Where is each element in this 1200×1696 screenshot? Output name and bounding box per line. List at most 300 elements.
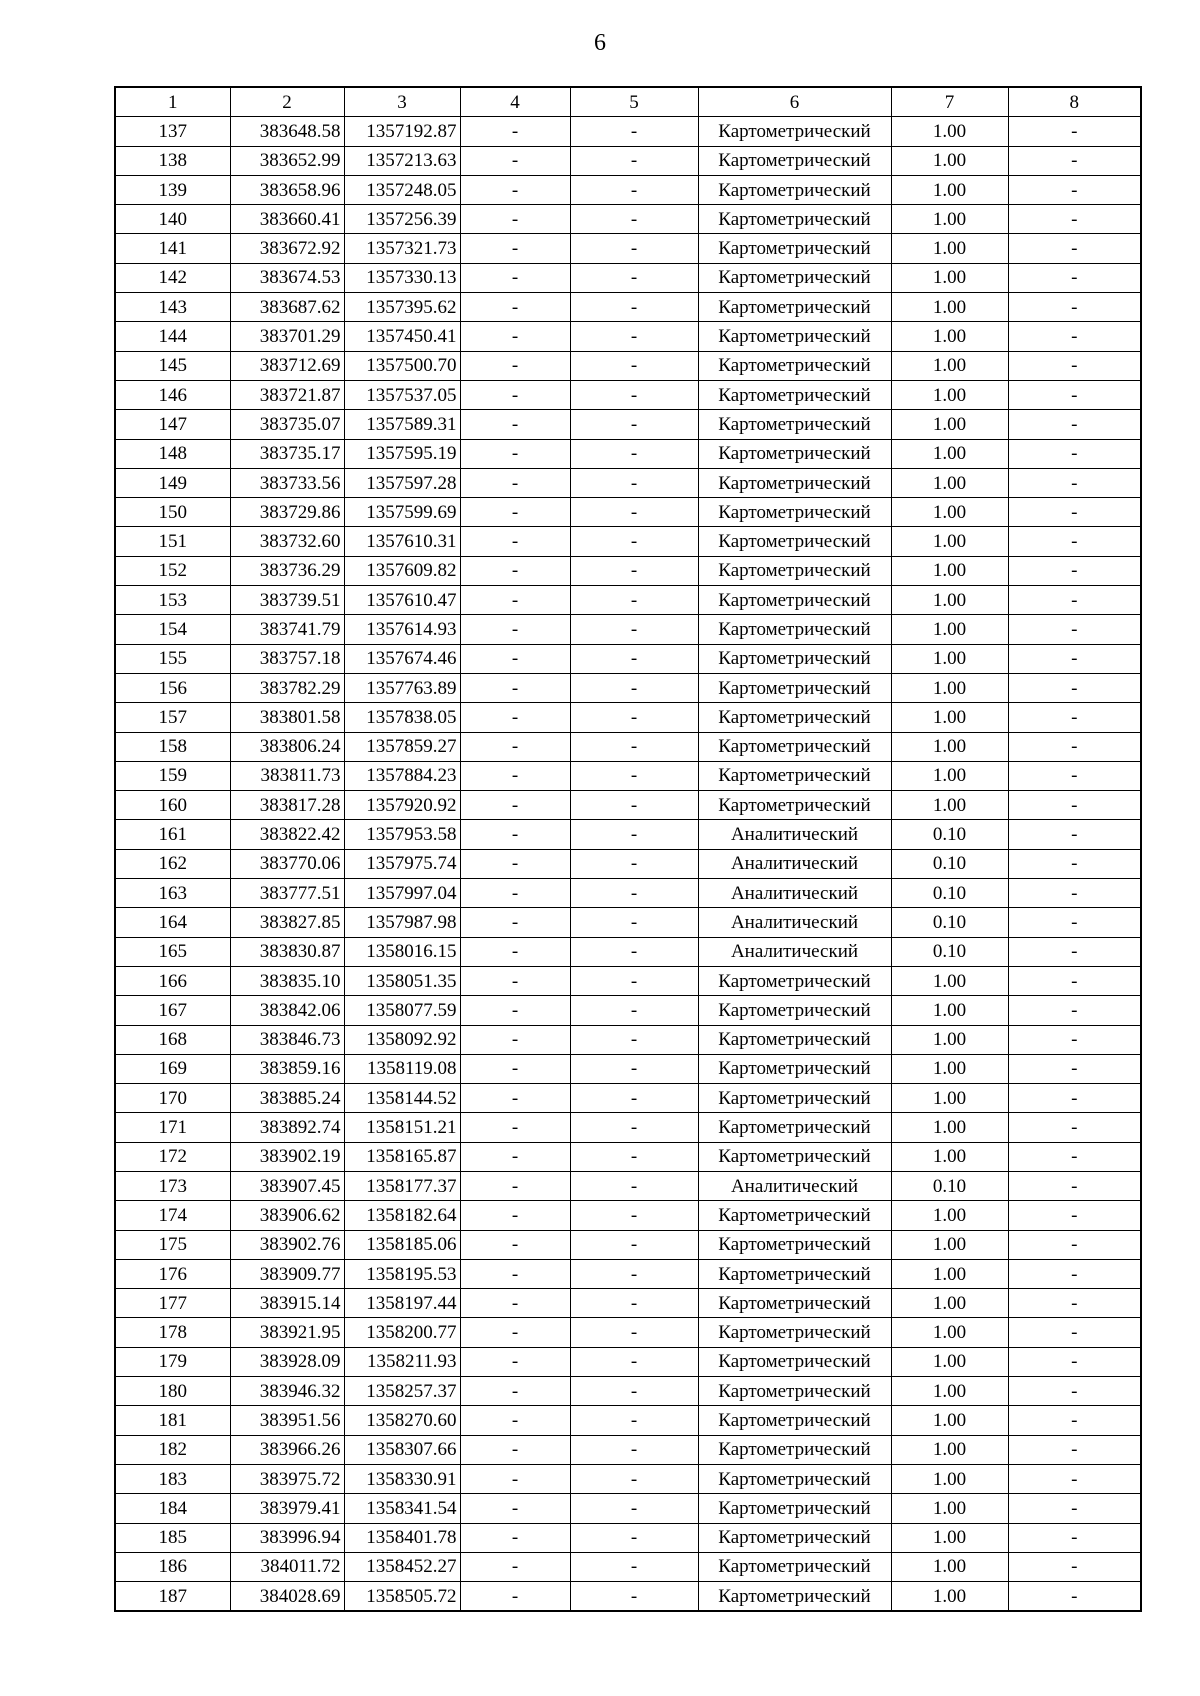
col8-cell: - <box>1008 1084 1141 1113</box>
col5-cell: - <box>570 703 698 732</box>
col8-cell: - <box>1008 1054 1141 1083</box>
col8-cell: - <box>1008 498 1141 527</box>
accuracy-cell: 1.00 <box>891 1494 1008 1523</box>
y-coordinate-cell: 1358401.78 <box>344 1523 460 1552</box>
col8-cell: - <box>1008 380 1141 409</box>
accuracy-cell: 1.00 <box>891 1318 1008 1347</box>
point-number-cell: 172 <box>115 1142 230 1171</box>
x-coordinate-cell: 383777.51 <box>230 879 344 908</box>
method-cell: Картометрический <box>698 1406 891 1435</box>
table-row <box>115 761 1141 790</box>
table-row <box>115 556 1141 585</box>
point-number-cell: 177 <box>115 1289 230 1318</box>
method-cell: Картометрический <box>698 1552 891 1581</box>
accuracy-cell: 1.00 <box>891 293 1008 322</box>
col4-cell: - <box>460 1171 570 1200</box>
y-coordinate-cell: 1357321.73 <box>344 234 460 263</box>
x-coordinate-cell: 383902.19 <box>230 1142 344 1171</box>
accuracy-cell: 1.00 <box>891 380 1008 409</box>
x-coordinate-cell: 383975.72 <box>230 1464 344 1493</box>
method-cell: Картометрический <box>698 1377 891 1406</box>
y-coordinate-cell: 1357884.23 <box>344 761 460 790</box>
accuracy-cell: 1.00 <box>891 175 1008 204</box>
header-cell: 6 <box>698 87 891 117</box>
y-coordinate-cell: 1357975.74 <box>344 849 460 878</box>
y-coordinate-cell: 1357953.58 <box>344 820 460 849</box>
col8-cell: - <box>1008 439 1141 468</box>
header-cell: 4 <box>460 87 570 117</box>
method-cell: Картометрический <box>698 1201 891 1230</box>
method-cell: Картометрический <box>698 146 891 175</box>
col8-cell: - <box>1008 1142 1141 1171</box>
col8-cell: - <box>1008 556 1141 585</box>
x-coordinate-cell: 383902.76 <box>230 1230 344 1259</box>
x-coordinate-cell: 383951.56 <box>230 1406 344 1435</box>
col4-cell: - <box>460 820 570 849</box>
y-coordinate-cell: 1358092.92 <box>344 1025 460 1054</box>
accuracy-cell: 1.00 <box>891 322 1008 351</box>
col8-cell: - <box>1008 791 1141 820</box>
col8-cell: - <box>1008 117 1141 146</box>
y-coordinate-cell: 1358211.93 <box>344 1347 460 1376</box>
col5-cell: - <box>570 1084 698 1113</box>
accuracy-cell: 1.00 <box>891 1084 1008 1113</box>
point-number-cell: 166 <box>115 966 230 995</box>
table-row <box>115 908 1141 937</box>
method-cell: Картометрический <box>698 1523 891 1552</box>
col4-cell: - <box>460 1494 570 1523</box>
col4-cell: - <box>460 175 570 204</box>
col4-cell: - <box>460 1552 570 1581</box>
col8-cell: - <box>1008 293 1141 322</box>
page-number: 6 <box>594 30 606 56</box>
method-cell: Картометрический <box>698 966 891 995</box>
x-coordinate-cell: 383712.69 <box>230 351 344 380</box>
accuracy-cell: 1.00 <box>891 1289 1008 1318</box>
point-number-cell: 163 <box>115 879 230 908</box>
x-coordinate-cell: 383701.29 <box>230 322 344 351</box>
y-coordinate-cell: 1357500.70 <box>344 351 460 380</box>
header-cell: 3 <box>344 87 460 117</box>
point-number-cell: 147 <box>115 410 230 439</box>
y-coordinate-cell: 1357597.28 <box>344 468 460 497</box>
col5-cell: - <box>570 1054 698 1083</box>
col4-cell: - <box>460 146 570 175</box>
table-row <box>115 703 1141 732</box>
col4-cell: - <box>460 293 570 322</box>
table-row <box>115 322 1141 351</box>
col4-cell: - <box>460 644 570 673</box>
col4-cell: - <box>460 1201 570 1230</box>
x-coordinate-cell: 383806.24 <box>230 732 344 761</box>
x-coordinate-cell: 383827.85 <box>230 908 344 937</box>
y-coordinate-cell: 1358200.77 <box>344 1318 460 1347</box>
header-cell: 7 <box>891 87 1008 117</box>
method-cell: Картометрический <box>698 293 891 322</box>
col5-cell: - <box>570 1377 698 1406</box>
table-row <box>115 1347 1141 1376</box>
table-row <box>115 644 1141 673</box>
table-row <box>115 1523 1141 1552</box>
col5-cell: - <box>570 937 698 966</box>
method-cell: Картометрический <box>698 234 891 263</box>
accuracy-cell: 1.00 <box>891 1464 1008 1493</box>
col4-cell: - <box>460 117 570 146</box>
header-cell: 8 <box>1008 87 1141 117</box>
col4-cell: - <box>460 791 570 820</box>
table-row <box>115 879 1141 908</box>
x-coordinate-cell: 383674.53 <box>230 263 344 292</box>
table-row <box>115 849 1141 878</box>
col5-cell: - <box>570 380 698 409</box>
method-cell: Картометрический <box>698 1289 891 1318</box>
header-cell: 2 <box>230 87 344 117</box>
table-row <box>115 351 1141 380</box>
point-number-cell: 138 <box>115 146 230 175</box>
point-number-cell: 160 <box>115 791 230 820</box>
x-coordinate-cell: 383741.79 <box>230 615 344 644</box>
x-coordinate-cell: 383906.62 <box>230 1201 344 1230</box>
header-cell: 1 <box>115 87 230 117</box>
table-row <box>115 498 1141 527</box>
col8-cell: - <box>1008 1201 1141 1230</box>
accuracy-cell: 1.00 <box>891 1201 1008 1230</box>
col4-cell: - <box>460 498 570 527</box>
point-number-cell: 142 <box>115 263 230 292</box>
y-coordinate-cell: 1358307.66 <box>344 1435 460 1464</box>
col8-cell: - <box>1008 732 1141 761</box>
col8-cell: - <box>1008 468 1141 497</box>
x-coordinate-cell: 383658.96 <box>230 175 344 204</box>
col5-cell: - <box>570 1171 698 1200</box>
col4-cell: - <box>460 966 570 995</box>
x-coordinate-cell: 383735.17 <box>230 439 344 468</box>
col4-cell: - <box>460 849 570 878</box>
col4-cell: - <box>460 1582 570 1612</box>
col4-cell: - <box>460 1054 570 1083</box>
table-row <box>115 1259 1141 1288</box>
accuracy-cell: 1.00 <box>891 1552 1008 1581</box>
table-body <box>115 117 1141 1612</box>
accuracy-cell: 0.10 <box>891 1171 1008 1200</box>
point-number-cell: 140 <box>115 205 230 234</box>
col8-cell: - <box>1008 615 1141 644</box>
col8-cell: - <box>1008 820 1141 849</box>
accuracy-cell: 1.00 <box>891 586 1008 615</box>
method-cell: Картометрический <box>698 644 891 673</box>
col5-cell: - <box>570 820 698 849</box>
col8-cell: - <box>1008 263 1141 292</box>
point-number-cell: 139 <box>115 175 230 204</box>
point-number-cell: 186 <box>115 1552 230 1581</box>
col8-cell: - <box>1008 175 1141 204</box>
table-row <box>115 293 1141 322</box>
method-cell: Картометрический <box>698 1464 891 1493</box>
table-row <box>115 732 1141 761</box>
col5-cell: - <box>570 1435 698 1464</box>
col4-cell: - <box>460 234 570 263</box>
col4-cell: - <box>460 1142 570 1171</box>
col5-cell: - <box>570 527 698 556</box>
col8-cell: - <box>1008 1582 1141 1612</box>
method-cell: Аналитический <box>698 937 891 966</box>
point-number-cell: 154 <box>115 615 230 644</box>
x-coordinate-cell: 383811.73 <box>230 761 344 790</box>
col4-cell: - <box>460 673 570 702</box>
method-cell: Картометрический <box>698 117 891 146</box>
header-row <box>115 87 1141 117</box>
col8-cell: - <box>1008 1318 1141 1347</box>
x-coordinate-cell: 383830.87 <box>230 937 344 966</box>
method-cell: Картометрический <box>698 263 891 292</box>
col5-cell: - <box>570 1494 698 1523</box>
col4-cell: - <box>460 1464 570 1493</box>
method-cell: Картометрический <box>698 1084 891 1113</box>
accuracy-cell: 1.00 <box>891 468 1008 497</box>
table-row <box>115 234 1141 263</box>
col4-cell: - <box>460 937 570 966</box>
point-number-cell: 153 <box>115 586 230 615</box>
table-row <box>115 1435 1141 1464</box>
accuracy-cell: 1.00 <box>891 263 1008 292</box>
col4-cell: - <box>460 1259 570 1288</box>
y-coordinate-cell: 1358452.27 <box>344 1552 460 1581</box>
col5-cell: - <box>570 1289 698 1318</box>
method-cell: Картометрический <box>698 673 891 702</box>
method-cell: Аналитический <box>698 849 891 878</box>
col8-cell: - <box>1008 234 1141 263</box>
table-row <box>115 586 1141 615</box>
col4-cell: - <box>460 703 570 732</box>
col4-cell: - <box>460 1318 570 1347</box>
y-coordinate-cell: 1357537.05 <box>344 380 460 409</box>
col5-cell: - <box>570 1259 698 1288</box>
point-number-cell: 174 <box>115 1201 230 1230</box>
y-coordinate-cell: 1357256.39 <box>344 205 460 234</box>
y-coordinate-cell: 1357614.93 <box>344 615 460 644</box>
col4-cell: - <box>460 1347 570 1376</box>
point-number-cell: 145 <box>115 351 230 380</box>
y-coordinate-cell: 1357589.31 <box>344 410 460 439</box>
point-number-cell: 164 <box>115 908 230 937</box>
point-number-cell: 179 <box>115 1347 230 1376</box>
accuracy-cell: 1.00 <box>891 1259 1008 1288</box>
method-cell: Картометрический <box>698 1230 891 1259</box>
x-coordinate-cell: 383928.09 <box>230 1347 344 1376</box>
coordinates-table <box>114 86 1142 1612</box>
col4-cell: - <box>460 468 570 497</box>
col8-cell: - <box>1008 761 1141 790</box>
col4-cell: - <box>460 263 570 292</box>
y-coordinate-cell: 1358165.87 <box>344 1142 460 1171</box>
y-coordinate-cell: 1357599.69 <box>344 498 460 527</box>
accuracy-cell: 1.00 <box>891 732 1008 761</box>
accuracy-cell: 1.00 <box>891 1582 1008 1612</box>
table-row <box>115 791 1141 820</box>
col4-cell: - <box>460 1406 570 1435</box>
y-coordinate-cell: 1357610.47 <box>344 586 460 615</box>
col8-cell: - <box>1008 586 1141 615</box>
table-row <box>115 205 1141 234</box>
point-number-cell: 162 <box>115 849 230 878</box>
col5-cell: - <box>570 117 698 146</box>
y-coordinate-cell: 1358195.53 <box>344 1259 460 1288</box>
point-number-cell: 175 <box>115 1230 230 1259</box>
col4-cell: - <box>460 879 570 908</box>
table-row <box>115 175 1141 204</box>
point-number-cell: 169 <box>115 1054 230 1083</box>
method-cell: Картометрический <box>698 1582 891 1612</box>
point-number-cell: 156 <box>115 673 230 702</box>
method-cell: Картометрический <box>698 586 891 615</box>
accuracy-cell: 0.10 <box>891 879 1008 908</box>
method-cell: Картометрический <box>698 761 891 790</box>
x-coordinate-cell: 383729.86 <box>230 498 344 527</box>
method-cell: Картометрический <box>698 205 891 234</box>
col5-cell: - <box>570 146 698 175</box>
accuracy-cell: 1.00 <box>891 1406 1008 1435</box>
accuracy-cell: 1.00 <box>891 351 1008 380</box>
col5-cell: - <box>570 761 698 790</box>
point-number-cell: 180 <box>115 1377 230 1406</box>
col8-cell: - <box>1008 1406 1141 1435</box>
col5-cell: - <box>570 732 698 761</box>
table-row <box>115 1377 1141 1406</box>
table-row <box>115 1406 1141 1435</box>
x-coordinate-cell: 383946.32 <box>230 1377 344 1406</box>
col5-cell: - <box>570 791 698 820</box>
col5-cell: - <box>570 849 698 878</box>
col5-cell: - <box>570 468 698 497</box>
col5-cell: - <box>570 644 698 673</box>
y-coordinate-cell: 1358119.08 <box>344 1054 460 1083</box>
x-coordinate-cell: 384028.69 <box>230 1582 344 1612</box>
y-coordinate-cell: 1357763.89 <box>344 673 460 702</box>
col5-cell: - <box>570 175 698 204</box>
table-row <box>115 1318 1141 1347</box>
method-cell: Аналитический <box>698 1171 891 1200</box>
x-coordinate-cell: 383733.56 <box>230 468 344 497</box>
accuracy-cell: 1.00 <box>891 1025 1008 1054</box>
table-row <box>115 1464 1141 1493</box>
col4-cell: - <box>460 996 570 1025</box>
point-number-cell: 144 <box>115 322 230 351</box>
method-cell: Картометрический <box>698 410 891 439</box>
point-number-cell: 152 <box>115 556 230 585</box>
col8-cell: - <box>1008 1347 1141 1376</box>
col5-cell: - <box>570 439 698 468</box>
col5-cell: - <box>570 1464 698 1493</box>
table-row <box>115 1084 1141 1113</box>
method-cell: Картометрический <box>698 439 891 468</box>
col5-cell: - <box>570 1582 698 1612</box>
x-coordinate-cell: 383859.16 <box>230 1054 344 1083</box>
point-number-cell: 159 <box>115 761 230 790</box>
method-cell: Картометрический <box>698 1318 891 1347</box>
col4-cell: - <box>460 1113 570 1142</box>
table-row <box>115 937 1141 966</box>
accuracy-cell: 1.00 <box>891 1523 1008 1552</box>
col8-cell: - <box>1008 1025 1141 1054</box>
col8-cell: - <box>1008 996 1141 1025</box>
point-number-cell: 150 <box>115 498 230 527</box>
x-coordinate-cell: 383687.62 <box>230 293 344 322</box>
col5-cell: - <box>570 908 698 937</box>
method-cell: Картометрический <box>698 996 891 1025</box>
y-coordinate-cell: 1358505.72 <box>344 1582 460 1612</box>
x-coordinate-cell: 383757.18 <box>230 644 344 673</box>
col5-cell: - <box>570 1142 698 1171</box>
table-row <box>115 1025 1141 1054</box>
col4-cell: - <box>460 439 570 468</box>
accuracy-cell: 1.00 <box>891 1230 1008 1259</box>
accuracy-cell: 1.00 <box>891 1113 1008 1142</box>
accuracy-cell: 1.00 <box>891 117 1008 146</box>
x-coordinate-cell: 383660.41 <box>230 205 344 234</box>
y-coordinate-cell: 1357192.87 <box>344 117 460 146</box>
point-number-cell: 183 <box>115 1464 230 1493</box>
method-cell: Аналитический <box>698 879 891 908</box>
y-coordinate-cell: 1358185.06 <box>344 1230 460 1259</box>
y-coordinate-cell: 1358151.21 <box>344 1113 460 1142</box>
y-coordinate-cell: 1358257.37 <box>344 1377 460 1406</box>
x-coordinate-cell: 383822.42 <box>230 820 344 849</box>
point-number-cell: 170 <box>115 1084 230 1113</box>
table-row <box>115 1142 1141 1171</box>
method-cell: Картометрический <box>698 380 891 409</box>
x-coordinate-cell: 383736.29 <box>230 556 344 585</box>
y-coordinate-cell: 1358016.15 <box>344 937 460 966</box>
col5-cell: - <box>570 498 698 527</box>
col8-cell: - <box>1008 673 1141 702</box>
x-coordinate-cell: 383892.74 <box>230 1113 344 1142</box>
col8-cell: - <box>1008 1435 1141 1464</box>
col8-cell: - <box>1008 908 1141 937</box>
accuracy-cell: 1.00 <box>891 791 1008 820</box>
accuracy-cell: 1.00 <box>891 644 1008 673</box>
point-number-cell: 176 <box>115 1259 230 1288</box>
method-cell: Картометрический <box>698 791 891 820</box>
col4-cell: - <box>460 1377 570 1406</box>
x-coordinate-cell: 383652.99 <box>230 146 344 175</box>
method-cell: Аналитический <box>698 820 891 849</box>
y-coordinate-cell: 1357248.05 <box>344 175 460 204</box>
col4-cell: - <box>460 1289 570 1318</box>
col8-cell: - <box>1008 322 1141 351</box>
accuracy-cell: 1.00 <box>891 996 1008 1025</box>
accuracy-cell: 1.00 <box>891 1347 1008 1376</box>
point-number-cell: 173 <box>115 1171 230 1200</box>
accuracy-cell: 0.10 <box>891 849 1008 878</box>
accuracy-cell: 0.10 <box>891 937 1008 966</box>
method-cell: Картометрический <box>698 732 891 761</box>
point-number-cell: 151 <box>115 527 230 556</box>
x-coordinate-cell: 383885.24 <box>230 1084 344 1113</box>
y-coordinate-cell: 1357330.13 <box>344 263 460 292</box>
col5-cell: - <box>570 205 698 234</box>
col8-cell: - <box>1008 1377 1141 1406</box>
accuracy-cell: 0.10 <box>891 820 1008 849</box>
table-row <box>115 117 1141 146</box>
col4-cell: - <box>460 205 570 234</box>
col5-cell: - <box>570 1406 698 1435</box>
y-coordinate-cell: 1357987.98 <box>344 908 460 937</box>
col5-cell: - <box>570 410 698 439</box>
col8-cell: - <box>1008 1523 1141 1552</box>
y-coordinate-cell: 1357595.19 <box>344 439 460 468</box>
x-coordinate-cell: 383996.94 <box>230 1523 344 1552</box>
accuracy-cell: 1.00 <box>891 498 1008 527</box>
